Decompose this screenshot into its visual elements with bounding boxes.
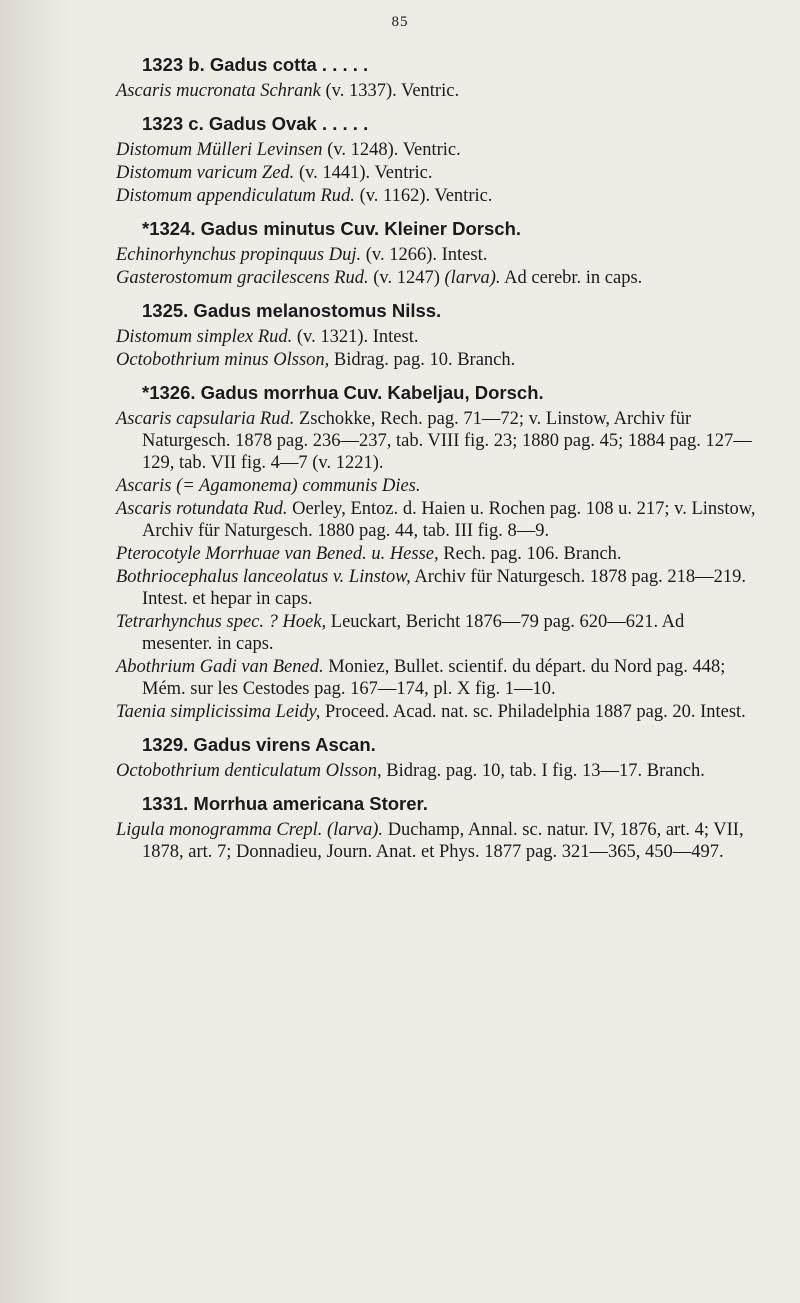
host-heading: *1326. Gadus morrhua Cuv. Kabeljau, Dorsch.: [142, 382, 544, 403]
parasite-entry: [116, 326, 756, 348]
reference-text: Rech. pag. 106. Branch.: [438, 544, 622, 564]
reference-text: Leuckart, Bericht 1876—79 pag. 620—621. Ad mesenter. in caps.: [142, 612, 685, 654]
taxon-name: Octobothrium denticulatum Olsson,: [116, 761, 382, 781]
reference-text: Bidrag. pag. 10, tab. I fig. 13—17. Branch.: [381, 761, 705, 781]
reference-text: (v. 1441). Ventric.: [294, 163, 433, 183]
catalogue-content: [116, 54, 756, 864]
reference-text: (v. 1247): [368, 268, 445, 288]
reference-text: Oerley, Entoz. d. Haien u. Rochen pag. 108 u. 217; v. Linstow, Archiv für Naturgesch. 1880 pag. 44, tab. III fig. 8—9.: [142, 499, 756, 541]
host-section: [116, 793, 756, 863]
reference-text: (v. 1321). Intest.: [292, 327, 419, 347]
parasite-entry: [116, 349, 756, 371]
page-number: 85: [391, 14, 409, 30]
taxon-name: Bothriocephalus lanceolatus v. Linstow,: [116, 567, 411, 587]
taxon-name: Ascaris rotundata Rud.: [116, 499, 288, 519]
reference-text: (v. 1162). Ventric.: [354, 186, 493, 206]
taxon-name: Distomum appendiculatum Rud.: [116, 186, 355, 206]
host-heading: *1324. Gadus minutus Cuv. Kleiner Dorsch.: [142, 218, 522, 239]
parasite-entry: [116, 819, 756, 863]
reference-text: Zschokke, Rech. pag. 71—72; v. Linstow, Archiv für Naturgesch. 1878 pag. 236—237, tab. VIII fig. 23; 1880 pag. 45; 1884 pag. 127—129, tab. VII fig. 4—7 (v. 1221).: [142, 409, 752, 473]
host-section: [116, 300, 756, 371]
host-heading: 1331. Morrhua americana Storer.: [142, 793, 428, 814]
parasite-entry: [116, 408, 756, 474]
reference-text: (v. 1248). Ventric.: [322, 140, 461, 160]
parasite-entry: [116, 244, 756, 266]
reference-text: (v. 1266). Intest.: [361, 245, 488, 265]
host-section: [116, 218, 756, 289]
parasite-entry: [116, 566, 756, 610]
taxon-name: Taenia simplicissima Leidy,: [116, 702, 321, 722]
reference-text: Archiv für Naturgesch. 1878 pag. 218—219. Intest. et hepar in caps.: [142, 567, 746, 609]
host-section: [116, 734, 756, 782]
host-section: [116, 54, 756, 102]
host-section: [116, 113, 756, 207]
host-heading: 1323 b. Gadus cotta . . . . .: [142, 54, 369, 75]
taxon-name: Distomum Mülleri Levinsen: [116, 140, 323, 160]
parasite-entry: [116, 80, 756, 102]
taxon-name: Octobothrium minus Olsson,: [116, 350, 330, 370]
taxon-name: Ascaris mucronata Schrank: [116, 81, 321, 101]
taxon-name: (larva).: [444, 268, 501, 288]
parasite-entry: [116, 760, 756, 782]
reference-text: Moniez, Bullet. scientif. du départ. du Nord pag. 448; Mém. sur les Cestodes pag. 167—174, pl. X fig. 1—10.: [142, 657, 726, 699]
taxon-name: Ascaris capsularia Rud.: [116, 409, 295, 429]
parasite-entry: [116, 656, 756, 700]
host-heading: 1329. Gadus virens Ascan.: [142, 734, 376, 755]
reference-text: Duchamp, Annal. sc. natur. IV, 1876, art. 4; VII, 1878, art. 7; Donnadieu, Journ. Anat. et Phys. 1877 pag. 321—365, 450—497.: [142, 820, 744, 862]
taxon-name: Ascaris (= Agamonema) communis Dies.: [116, 476, 421, 496]
parasite-entry: [116, 185, 756, 207]
parasite-entry: [116, 475, 756, 497]
taxon-name: Echinorhynchus propinquus Duj.: [116, 245, 362, 265]
reference-text: Proceed. Acad. nat. sc. Philadelphia 1887 pag. 20. Intest.: [320, 702, 746, 722]
parasite-entry: [116, 701, 756, 723]
taxon-name: Gasterostomum gracilescens Rud.: [116, 268, 369, 288]
taxon-name: Pterocotyle Morrhuae van Bened. u. Hesse,: [116, 544, 439, 564]
taxon-name: Ligula monogramma Crepl. (larva).: [116, 820, 384, 840]
reference-text: Bidrag. pag. 10. Branch.: [329, 350, 516, 370]
parasite-entry: [116, 498, 756, 542]
parasite-entry: [116, 611, 756, 655]
taxon-name: Abothrium Gadi van Bened.: [116, 657, 324, 677]
parasite-entry: [116, 543, 756, 565]
taxon-name: Distomum varicum Zed.: [116, 163, 295, 183]
taxon-name: Tetrarhynchus spec. ? Hoek,: [116, 612, 327, 632]
parasite-entry: [116, 139, 756, 161]
host-heading: 1325. Gadus melanostomus Nilss.: [142, 300, 442, 321]
binding-shadow: [0, 0, 70, 1303]
parasite-entry: [116, 162, 756, 184]
reference-text: Ad cerebr. in caps.: [500, 268, 643, 288]
parasite-entry: [116, 267, 756, 289]
host-heading: 1323 c. Gadus Ovak . . . . .: [142, 113, 369, 134]
host-section: [116, 382, 756, 723]
taxon-name: Distomum simplex Rud.: [116, 327, 293, 347]
reference-text: (v. 1337). Ventric.: [320, 81, 460, 101]
